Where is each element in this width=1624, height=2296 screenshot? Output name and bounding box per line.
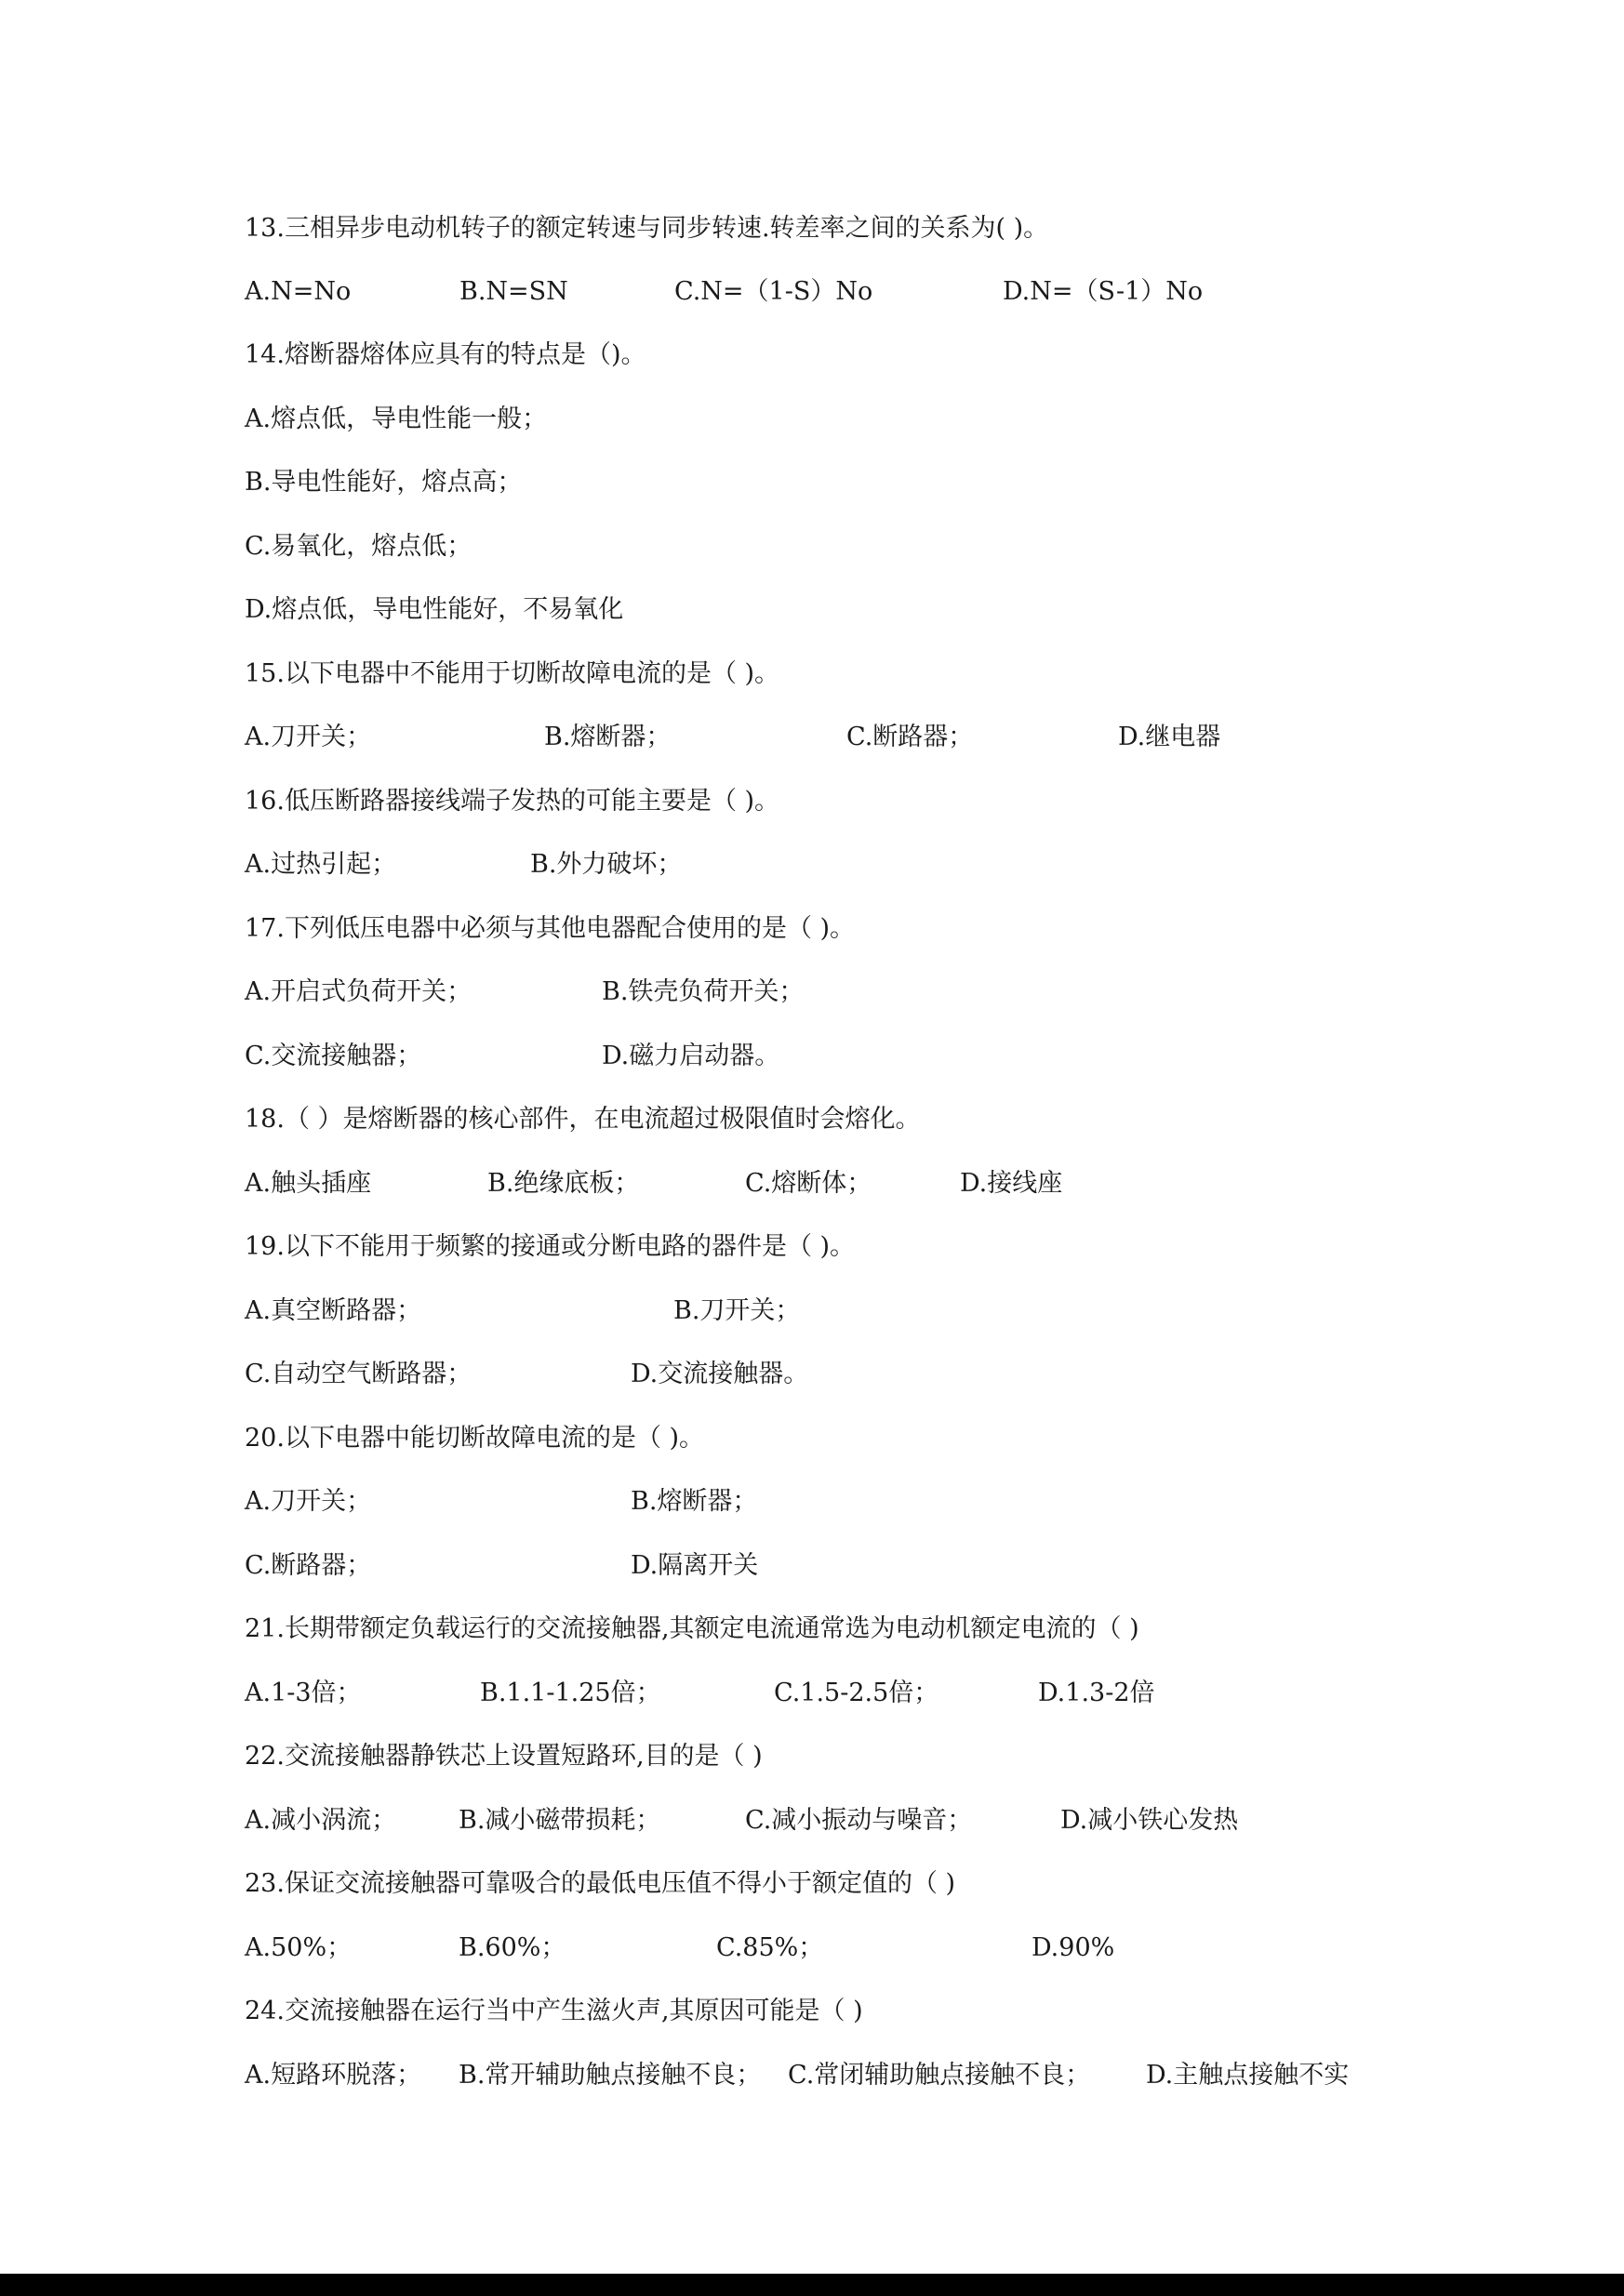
question-14-option-d: D.熔点低，导电性能好，不易氧化 (245, 595, 624, 624)
question-13-option-d: D.N=（S-1）No (1003, 277, 1204, 306)
question-13-option-a: A.N=No (245, 277, 352, 306)
question-15-option-d: D.继电器 (1118, 723, 1221, 751)
question-18-option-d: D.接线座 (960, 1169, 1063, 1198)
question-13-option-b: B.N=SN (459, 277, 568, 306)
question-24-option-d: D.主触点接触不实 (1146, 2061, 1350, 2090)
question-19-stem: 19.以下不能用于频繁的接通或分断电路的器件是（ )。 (245, 1232, 856, 1261)
question-16-option-b: B.外力破坏； (530, 850, 683, 879)
question-20-option-a: A.刀开关； (245, 1487, 372, 1516)
question-18-stem: 18.（ ）是熔断器的核心部件，在电流超过极限值时会熔化。 (245, 1105, 921, 1134)
question-23-option-d: D.90% (1032, 1933, 1115, 1962)
question-23-option-c: C.85%； (716, 1933, 824, 1962)
question-21-option-d: D.1.3-2倍 (1038, 1679, 1155, 1707)
question-18-option-a: A.触头插座 (245, 1169, 372, 1198)
question-20-option-b: B.熔断器； (631, 1487, 758, 1516)
question-17-option-a: A.开启式负荷开关； (245, 977, 473, 1006)
scan-bottom-edge (0, 2274, 1624, 2296)
question-18-option-b: B.绝缘底板； (487, 1169, 640, 1198)
question-21-stem: 21.长期带额定负载运行的交流接触器,其额定电流通常选为电动机额定电流的（ ) (245, 1614, 1139, 1643)
question-14-stem: 14.熔断器熔体应具有的特点是（)。 (245, 340, 646, 369)
question-16-stem: 16.低压断路器接线端子发热的可能主要是（ )。 (245, 787, 780, 816)
question-19-option-c: C.自动空气断路器； (245, 1360, 473, 1388)
question-17-stem: 17.下列低压电器中必须与其他电器配合使用的是（ )。 (245, 914, 856, 943)
question-15-option-c: C.断路器； (846, 723, 974, 751)
question-19-option-a: A.真空断路器； (245, 1296, 422, 1325)
question-20-option-c: C.断路器； (245, 1551, 372, 1580)
question-14-option-c: C.易氧化，熔点低； (245, 532, 473, 561)
question-23-option-a: A.50%； (245, 1933, 353, 1962)
question-19-option-d: D.交流接触器。 (631, 1360, 809, 1388)
question-17-option-c: C.交流接触器； (245, 1042, 422, 1070)
question-15-stem: 15.以下电器中不能用于切断故障电流的是（ )。 (245, 659, 780, 688)
question-13-stem: 13.三相异步电动机转子的额定转速与同步转速.转差率之间的关系为( )。 (245, 214, 1049, 243)
question-24-option-a: A.短路环脱落； (245, 2061, 422, 2090)
question-17-option-d: D.磁力启动器。 (602, 1042, 780, 1070)
question-18-option-c: C.熔断体； (745, 1169, 872, 1198)
question-15-option-a: A.刀开关； (245, 723, 372, 751)
question-22-option-a: A.减小涡流； (245, 1806, 397, 1835)
question-22-option-b: B.减小磁带损耗； (459, 1806, 661, 1835)
question-23-stem: 23.保证交流接触器可靠吸合的最低电压值不得小于额定值的（ ) (245, 1869, 956, 1898)
question-20-option-d: D.隔离开关 (631, 1551, 759, 1580)
question-24-option-c: C.常闭辅助触点接触不良； (788, 2061, 1091, 2090)
question-16-option-a: A.过热引起； (245, 850, 397, 879)
question-24-option-b: B.常开辅助触点接触不良； (459, 2061, 762, 2090)
question-22-stem: 22.交流接触器静铁芯上设置短路环,目的是（ ) (245, 1742, 763, 1771)
question-14-option-a: A.熔点低，导电性能一般； (245, 405, 548, 433)
question-15-option-b: B.熔断器； (544, 723, 672, 751)
question-21-option-c: C.1.5-2.5倍； (774, 1679, 939, 1707)
question-21-option-b: B.1.1-1.25倍； (480, 1679, 661, 1707)
question-22-option-c: C.减小振动与噪音； (745, 1806, 973, 1835)
question-14-option-b: B.导电性能好，熔点高； (245, 468, 523, 497)
question-23-option-b: B.60%； (459, 1933, 566, 1962)
question-24-stem: 24.交流接触器在运行当中产生滋火声,其原因可能是（ ) (245, 1997, 863, 2025)
question-21-option-a: A.1-3倍； (245, 1679, 362, 1707)
question-22-option-d: D.减小铁心发热 (1060, 1806, 1239, 1835)
question-19-option-b: B.刀开关； (673, 1296, 801, 1325)
question-20-stem: 20.以下电器中能切断故障电流的是（ )。 (245, 1424, 705, 1453)
question-17-option-b: B.铁壳负荷开关； (602, 977, 805, 1006)
question-13-option-c: C.N=（1-S）No (674, 277, 873, 306)
